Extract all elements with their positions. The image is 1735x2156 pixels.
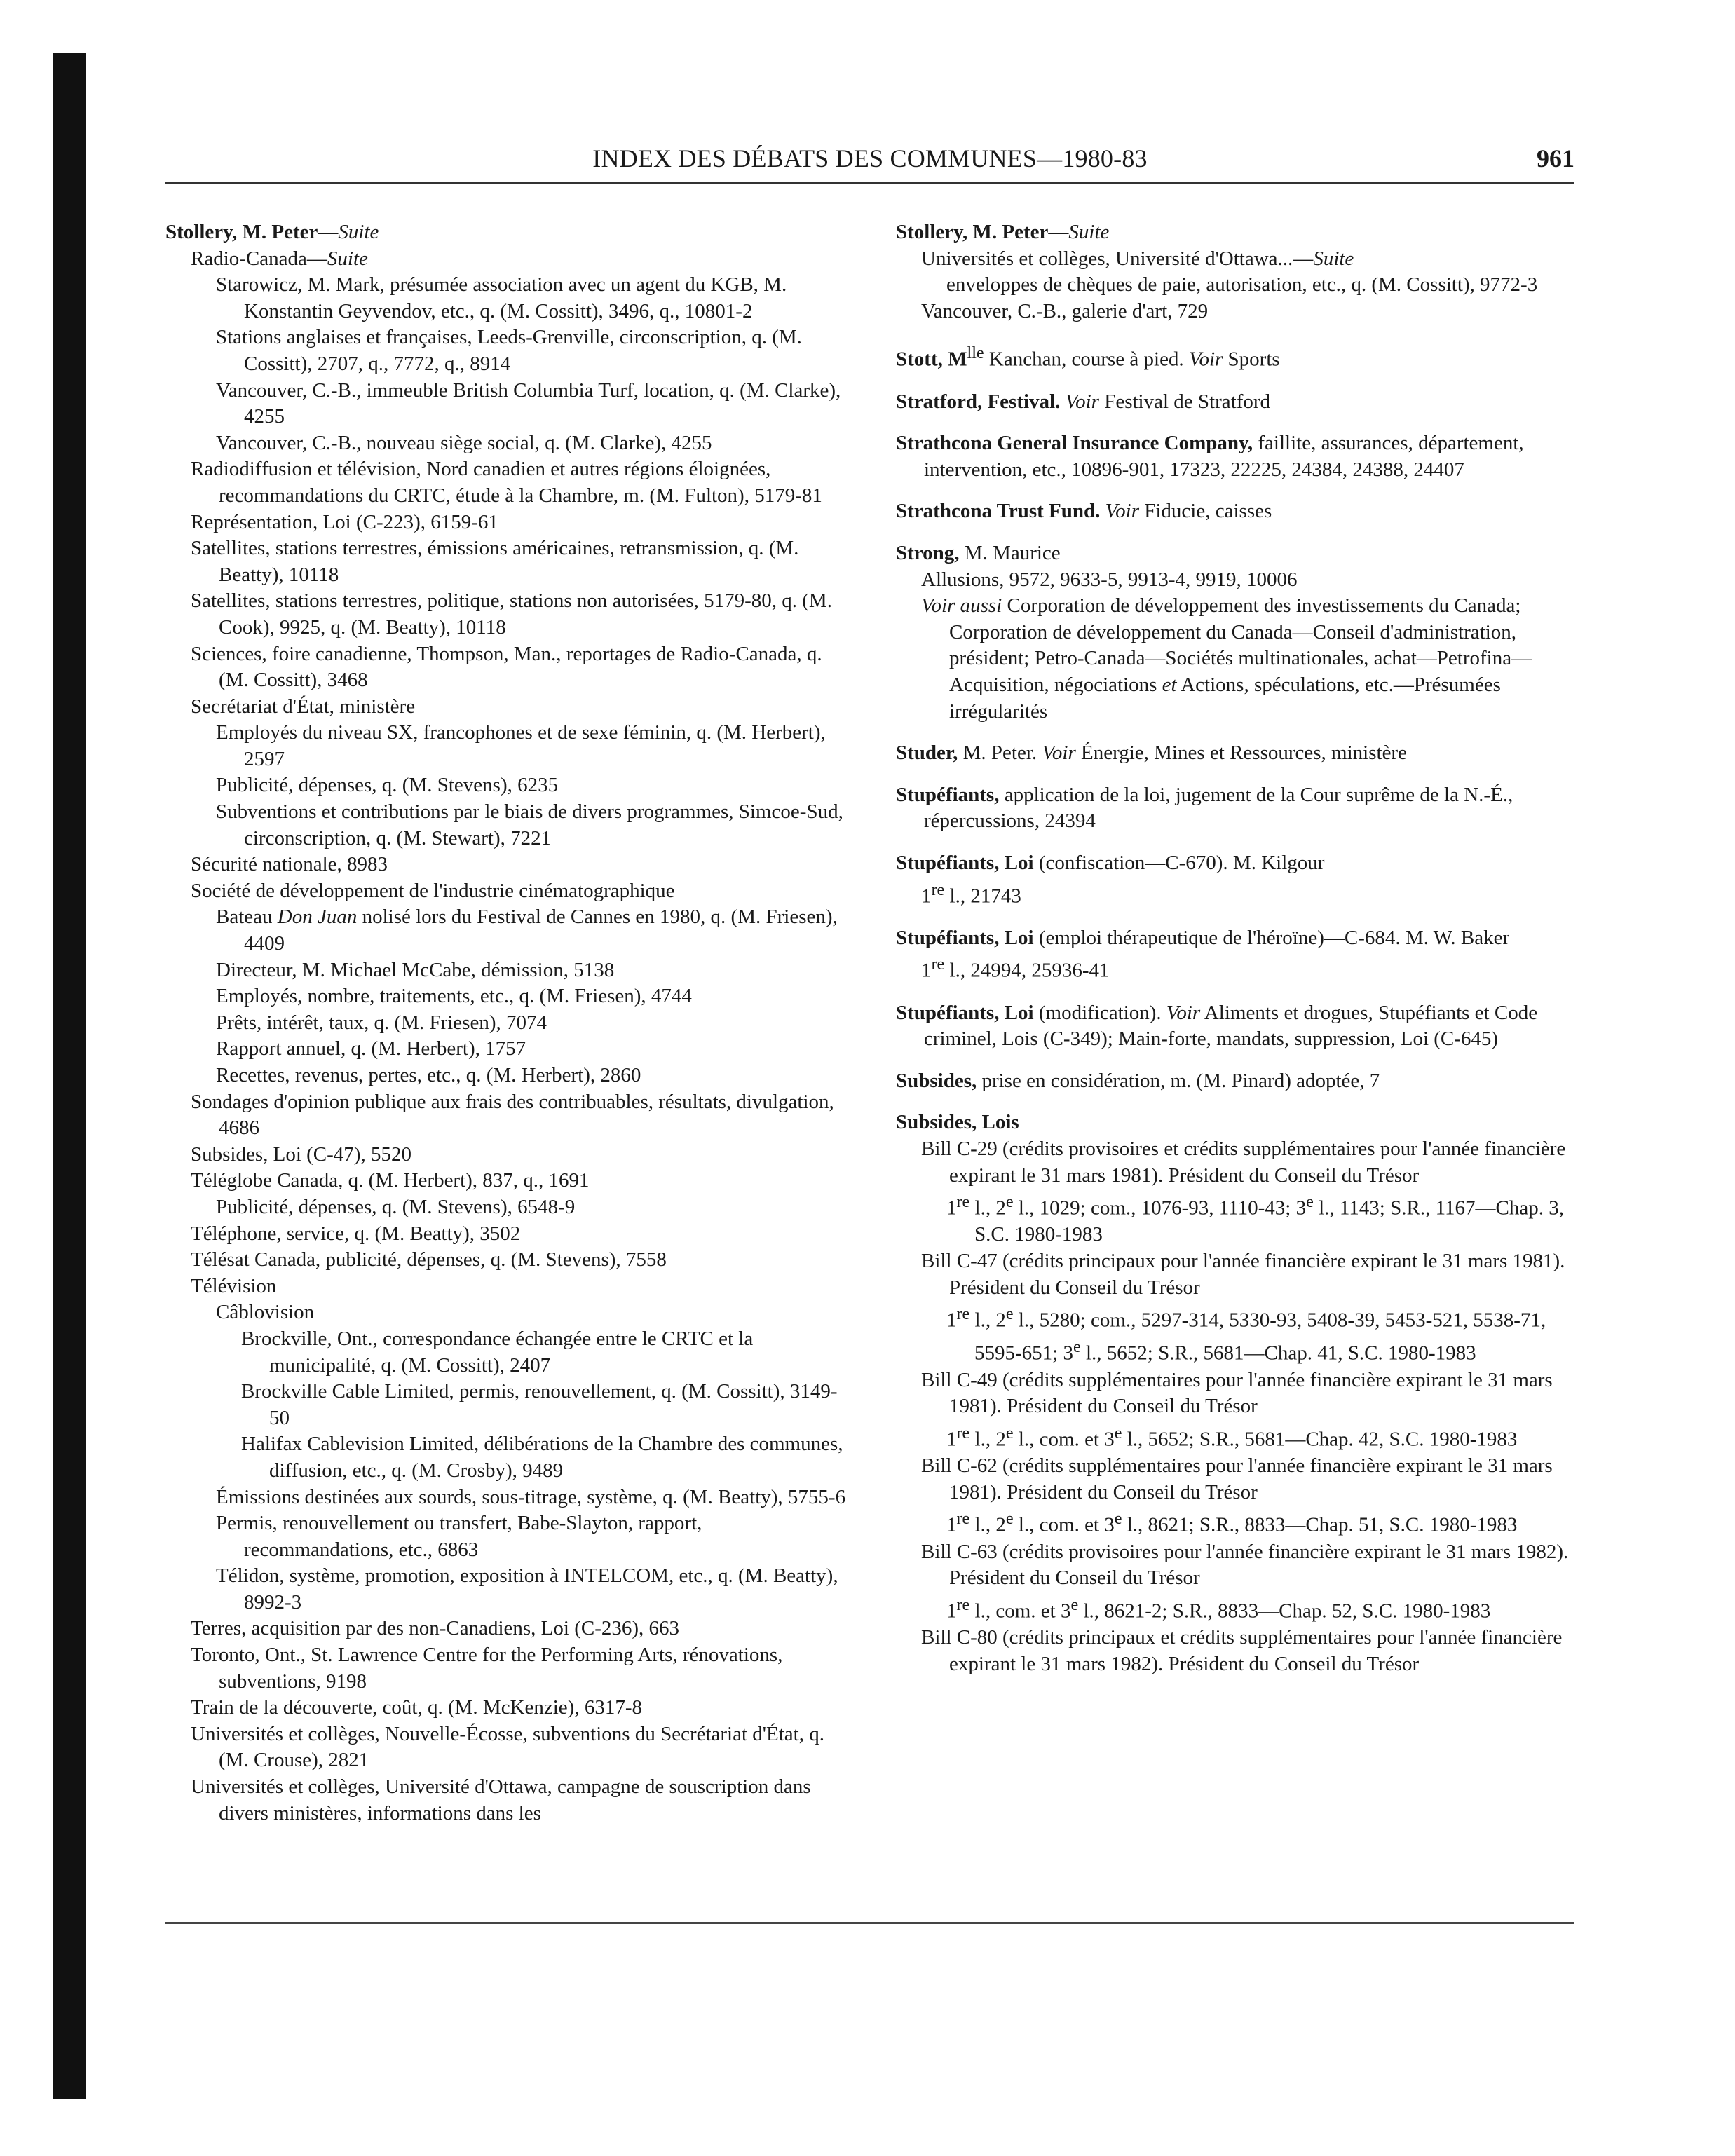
- index-subentry: [191, 1616, 856, 1642]
- entry-text: re: [931, 955, 945, 974]
- index-subentry: [921, 1453, 1590, 1506]
- entry-text: Radiodiffusion et télévision, Nord canadien et autres régions éloignées, recommandations du CRTC, étude à la Chambre, m. (M. Fulton), 5179-81: [191, 458, 822, 507]
- entry-text: l., 5652; S.R., 5681—Chap. 41, S.C. 1980-1983: [1080, 1342, 1476, 1365]
- entry-text: 1: [946, 1599, 957, 1623]
- header-rule: [165, 182, 1574, 184]
- index-subentry: [191, 694, 856, 721]
- index-subentry: [921, 1136, 1590, 1189]
- entry-text: Téléphone, service, q. (M. Beatty), 3502: [191, 1222, 521, 1245]
- index-subentry: [921, 1539, 1590, 1592]
- page-number: 961: [1537, 144, 1574, 172]
- entry-text: Télidon, système, promotion, exposition à INTELCOM, etc., q. (M. Beatty), 8992-3: [216, 1564, 838, 1613]
- entry-text: Starowicz, M. Mark, présumée association avec un agent du KGB, M. Konstantin Geyvendov, etc., q. (M. Cossitt), 3496, q., 10801-2: [216, 273, 787, 322]
- index-subentry: [191, 1642, 856, 1695]
- index-heading: [896, 925, 1590, 952]
- entry-text: lle: [967, 343, 984, 363]
- entry-text: Bateau: [216, 906, 278, 929]
- entry-text: Stollery, M. Peter: [896, 221, 1049, 243]
- entry-text: prise en considération, m. (M. Pinard) adoptée, 7: [977, 1069, 1380, 1092]
- entry-text: e: [1005, 1509, 1014, 1529]
- entry-text: (modification).: [1033, 1001, 1166, 1024]
- entry-text: Stupéfiants, Loi: [896, 851, 1034, 874]
- entry-text: Télésat Canada, publicité, dépenses, q. (M. Stevens), 7558: [191, 1248, 667, 1271]
- running-title: INDEX DES DÉBATS DES COMMUNES—1980-83: [592, 144, 1148, 172]
- entry-text: l., com. et 3: [969, 1599, 1071, 1623]
- entry-text: Employés du niveau SX, francophones et de sexe féminin, q. (M. Herbert), 2597: [216, 721, 826, 770]
- index-subentry: [216, 430, 856, 457]
- entry-text: re: [956, 1595, 970, 1614]
- index-column-left: [165, 219, 856, 1827]
- entry-text: faillite, assurances, département, intervention, etc., 10896-901, 17323, 22225, 24384, 24388, 24407: [924, 432, 1524, 481]
- entry-text: Strong,: [896, 542, 960, 564]
- index-subentry: [191, 641, 856, 694]
- entry-text: l., 2: [969, 1196, 1006, 1220]
- entry-text: Stations anglaises et françaises, Leeds-Grenville, circonscription, q. (M. Cossitt), 2707, q., 7772, q., 8914: [216, 326, 802, 375]
- index-subentry: [191, 1168, 856, 1194]
- entry-text: 1: [921, 960, 932, 983]
- entry-text: e: [1114, 1423, 1122, 1442]
- entry-text: Vancouver, C.-B., galerie d'art, 729: [921, 299, 1209, 322]
- index-subentry: [191, 1221, 856, 1248]
- index-heading: [896, 850, 1590, 877]
- index-subentry: [191, 1695, 856, 1721]
- entry-text: 1: [921, 885, 932, 908]
- index-subentry: [216, 720, 856, 772]
- index-subentry: [191, 1247, 856, 1274]
- index-heading: [896, 389, 1590, 416]
- entry-text: re: [956, 1423, 970, 1442]
- entry-text: Suite: [338, 221, 379, 243]
- index-heading: [896, 1110, 1590, 1136]
- entry-text: Don Juan: [277, 906, 358, 929]
- index-heading: [896, 219, 1590, 246]
- entry-text: l., 5652; S.R., 5681—Chap. 42, S.C. 1980-1983: [1122, 1428, 1518, 1451]
- entry-text: —: [318, 221, 339, 243]
- index-subentry: [921, 877, 1590, 910]
- index-subentry: [191, 535, 856, 588]
- entry-text: l., 2: [969, 1514, 1006, 1536]
- entry-text: Voir: [1065, 390, 1099, 413]
- index-subentry: [216, 1036, 856, 1063]
- index-heading: [896, 430, 1590, 483]
- entry-text: Bill C-49 (crédits supplémentaires pour l'année financière expirant le 31 mars 1981). Président du Conseil du Trésor: [921, 1368, 1553, 1418]
- entry-text: Téléglobe Canada, q. (M. Herbert), 837, q., 1691: [191, 1169, 590, 1192]
- entry-text: Bill C-47 (crédits principaux pour l'année financière expirant le 31 mars 1981). Président du Conseil du Trésor: [921, 1250, 1565, 1299]
- entry-text: Employés, nombre, traitements, etc., q. (M. Friesen), 4744: [216, 985, 692, 1008]
- entry-text: Halifax Cablevision Limited, délibérations de la Chambre des communes, diffusion, etc., q. (M. Crosby), 9489: [241, 1433, 843, 1482]
- entry-text: Fiducie, caisses: [1139, 500, 1272, 523]
- entry-text: l., 2: [969, 1309, 1006, 1332]
- entry-text: Train de la découverte, coût, q. (M. McKenzie), 6317-8: [191, 1696, 642, 1719]
- entry-text: e: [1070, 1595, 1079, 1614]
- index-subentry: [191, 878, 856, 905]
- entry-text: Sports: [1223, 348, 1280, 371]
- entry-text: Allusions, 9572, 9633-5, 9913-4, 9919, 10006: [921, 568, 1298, 591]
- index-subentry: [191, 1721, 856, 1774]
- index-subentry: [191, 456, 856, 509]
- index-heading: [165, 219, 856, 246]
- entry-text: Strathcona Trust Fund.: [896, 500, 1101, 523]
- entry-text: Subsides, Loi (C-47), 5520: [191, 1142, 411, 1166]
- entry-text: e: [1005, 1304, 1014, 1324]
- index-subentry: [216, 1563, 856, 1616]
- index-subentry: [191, 1142, 856, 1168]
- entry-text: Suite: [327, 247, 368, 270]
- entry-text: [1060, 390, 1065, 413]
- index-heading: [896, 782, 1590, 835]
- entry-text: Toronto, Ont., St. Lawrence Centre for the Performing Arts, rénovations, subventions, 9198: [191, 1644, 783, 1693]
- entry-text: Stollery, M. Peter: [165, 221, 318, 243]
- entry-text: Télévision: [191, 1274, 277, 1297]
- entry-text: Directeur, M. Michael McCabe, démission, 5138: [216, 958, 615, 981]
- index-subentry: [216, 1063, 856, 1089]
- entry-text: Terres, acquisition par des non-Canadiens, Loi (C-236), 663: [191, 1617, 680, 1640]
- entry-text: Stott, M: [896, 348, 967, 371]
- index-subentry: [191, 1774, 856, 1827]
- entry-text: Universités et collèges, Université d'Ottawa, campagne de souscription dans divers ministères, informations dans les: [191, 1775, 811, 1824]
- entry-text: Actions, spéculations, etc.—Présumées irrégularités: [949, 673, 1501, 723]
- index-subentry: [216, 325, 856, 377]
- entry-text: Voir: [1166, 1001, 1201, 1024]
- index-subentry: [241, 1326, 856, 1379]
- entry-text: Satellites, stations terrestres, émissions américaines, retransmission, q. (M. Beatty), 10118: [191, 537, 799, 586]
- entry-text: re: [956, 1509, 970, 1529]
- index-subentry: [946, 1420, 1590, 1453]
- index-subentry: [946, 1592, 1590, 1625]
- index-subentry: [216, 799, 856, 852]
- entry-text: —: [1048, 221, 1069, 243]
- index-subentry: [191, 1274, 856, 1300]
- entry-text: Radio-Canada—: [191, 247, 327, 270]
- index-heading: [896, 540, 1590, 567]
- index-subentry: [216, 904, 856, 957]
- entry-text: Recettes, revenus, pertes, etc., q. (M. Herbert), 2860: [216, 1064, 641, 1086]
- entry-text: e: [1005, 1423, 1014, 1442]
- entry-text: application de la loi, jugement de la Cour suprême de la N.-É., répercussions, 24394: [924, 783, 1513, 833]
- entry-text: Stupéfiants,: [896, 783, 1000, 806]
- entry-text: Câblovision: [216, 1301, 315, 1324]
- entry-text: Prêts, intérêt, taux, q. (M. Friesen), 7074: [216, 1011, 547, 1034]
- entry-text: 1: [946, 1514, 957, 1536]
- index-heading: [896, 1068, 1590, 1095]
- index-subentry: [921, 299, 1590, 325]
- entry-text: l., 1143; S.R., 1167—Chap. 3, S.C. 1980-1983: [974, 1196, 1564, 1246]
- index-subentry: [216, 378, 856, 430]
- entry-text: Rapport annuel, q. (M. Herbert), 1757: [216, 1037, 526, 1060]
- entry-text: Publicité, dépenses, q. (M. Stevens), 6235: [216, 774, 559, 797]
- entry-text: (emploi thérapeutique de l'héroïne)—C-684. M. W. Baker: [1033, 926, 1510, 949]
- entry-text: Publicité, dépenses, q. (M. Stevens), 6548-9: [216, 1195, 576, 1218]
- index-heading: [896, 498, 1590, 525]
- entry-text: re: [956, 1304, 970, 1324]
- index-subentry: [946, 272, 1590, 299]
- page-header: [165, 144, 1574, 182]
- entry-text: e: [1114, 1509, 1122, 1529]
- index-column-right: [896, 219, 1590, 1677]
- scan-edge: [53, 53, 86, 2099]
- index-subentry: [241, 1379, 856, 1431]
- entry-text: 1: [946, 1428, 957, 1451]
- entry-text: Sondages d'opinion publique aux frais des contribuables, résultats, divulgation, 4686: [191, 1090, 834, 1140]
- entry-text: Subsides,: [896, 1069, 977, 1092]
- entry-text: Émissions destinées aux sourds, sous-titrage, système, q. (M. Beatty), 5755-6: [216, 1485, 846, 1508]
- index-subentry: [216, 272, 856, 325]
- index-subentry: [241, 1431, 856, 1484]
- index-subentry: [921, 951, 1590, 984]
- entry-text: (confiscation—C-670). M. Kilgour: [1033, 851, 1325, 874]
- entry-text: Stratford, Festival.: [896, 390, 1061, 413]
- entry-text: l., 5280; com., 5297-314, 5330-93, 5408-39, 5453-521, 5538-71, 5595-651; 3: [974, 1309, 1546, 1365]
- entry-text: e: [1073, 1337, 1081, 1357]
- index-subentry: [216, 1299, 856, 1326]
- entry-text: Bill C-29 (crédits provisoires et crédits supplémentaires pour l'année financière expirant le 31 mars 1981). Président du Conseil du Trésor: [921, 1138, 1566, 1187]
- index-subentry: [216, 1010, 856, 1037]
- entry-text: Strathcona General Insurance Company,: [896, 432, 1253, 455]
- index-subentry: [946, 1301, 1590, 1367]
- entry-text: Studer,: [896, 742, 958, 765]
- entry-text: Universités et collèges, Nouvelle-Écosse, subventions du Secrétariat d'État, q. (M. Crouse), 2821: [191, 1722, 824, 1772]
- entry-text: Voir aussi: [921, 594, 1002, 618]
- index-subentry: [216, 957, 856, 984]
- entry-text: Représentation, Loi (C-223), 6159-61: [191, 510, 498, 533]
- index-subentry: [216, 983, 856, 1010]
- index-subentry: [921, 593, 1590, 725]
- index-subentry: [191, 246, 856, 273]
- index-subentry: [191, 510, 856, 536]
- entry-text: l., 8621; S.R., 8833—Chap. 51, S.C. 1980-1983: [1122, 1514, 1518, 1536]
- index-subentry: [921, 246, 1590, 273]
- entry-text: 1: [946, 1196, 957, 1220]
- entry-text: Bill C-80 (crédits principaux et crédits supplémentaires pour l'année financière expirant le 31 mars 1982). Président du Conseil du Trésor: [921, 1626, 1563, 1675]
- entry-text: Secrétariat d'État, ministère: [191, 695, 416, 718]
- index-subentry: [921, 1248, 1590, 1301]
- entry-text: Bill C-63 (crédits provisoires pour l'année financière expirant le 31 mars 1982). Président du Conseil du Trésor: [921, 1540, 1569, 1590]
- entry-text: Suite: [1068, 221, 1110, 243]
- entry-text: 1: [946, 1309, 957, 1332]
- entry-text: Sécurité nationale, 8983: [191, 853, 388, 876]
- entry-text: Stupéfiants, Loi: [896, 926, 1034, 949]
- entry-text: Stupéfiants, Loi: [896, 1001, 1034, 1024]
- entry-text: re: [956, 1192, 970, 1212]
- index-subentry: [216, 1485, 856, 1511]
- entry-text: Bill C-62 (crédits supplémentaires pour l'année financière expirant le 31 mars 1981). Président du Conseil du Trésor: [921, 1454, 1553, 1503]
- entry-text: Société de développement de l'industrie cinématographique: [191, 879, 675, 902]
- index-subentry: [921, 1367, 1590, 1420]
- entry-text: Permis, renouvellement ou transfert, Babe-Slayton, rapport, recommandations, etc., 6863: [216, 1512, 702, 1561]
- index-subentry: [921, 567, 1590, 594]
- index-subentry: [216, 1510, 856, 1563]
- entry-text: l., com. et 3: [1013, 1514, 1115, 1536]
- entry-text: Voir: [1042, 742, 1076, 765]
- entry-text: l., 21743: [944, 885, 1021, 908]
- entry-text: Brockville Cable Limited, permis, renouvellement, q. (M. Cossitt), 3149-50: [241, 1380, 838, 1429]
- index-heading: [896, 1000, 1590, 1053]
- entry-text: nolisé lors du Festival de Cannes en 1980, q. (M. Friesen), 4409: [244, 906, 838, 955]
- index-heading: [896, 340, 1590, 373]
- entry-text: Voir: [1105, 500, 1139, 523]
- entry-text: Suite: [1313, 247, 1354, 270]
- entry-text: enveloppes de chèques de paie, autorisation, etc., q. (M. Cossitt), 9772-3: [946, 273, 1538, 296]
- entry-text: l., 8621-2; S.R., 8833—Chap. 52, S.C. 1980-1983: [1078, 1599, 1491, 1623]
- entry-text: Vancouver, C.-B., nouveau siège social, q. (M. Clarke), 4255: [216, 431, 712, 454]
- entry-text: Sciences, foire canadienne, Thompson, Man., reportages de Radio-Canada, q. (M. Cossitt), 3468: [191, 642, 822, 692]
- entry-text: Subventions et contributions par le biais de divers programmes, Simcoe-Sud, circonscription, q. (M. Stewart), 7221: [216, 800, 843, 850]
- index-subentry: [191, 852, 856, 878]
- entry-text: Festival de Stratford: [1098, 390, 1271, 413]
- entry-text: l., 2: [969, 1428, 1006, 1451]
- entry-text: l., com. et 3: [1013, 1428, 1115, 1451]
- index-subentry: [921, 1625, 1590, 1677]
- index-subentry: [216, 772, 856, 799]
- index-heading: [896, 740, 1590, 767]
- entry-text: re: [931, 880, 945, 899]
- entry-text: M. Maurice: [959, 542, 1061, 564]
- index-subentry: [191, 588, 856, 641]
- entry-text: et: [1162, 673, 1177, 696]
- footer-rule: [165, 1922, 1574, 1924]
- entry-text: Satellites, stations terrestres, politique, stations non autorisées, 5179-80, q. (M. Cook), 9925, q. (M. Beatty), 10118: [191, 589, 832, 639]
- entry-text: Énergie, Mines et Ressources, ministère: [1075, 742, 1407, 765]
- entry-text: M. Peter.: [958, 742, 1042, 765]
- index-subentry: [946, 1506, 1590, 1538]
- index-subentry: [216, 1194, 856, 1221]
- entry-text: e: [1306, 1192, 1314, 1212]
- entry-text: Brockville, Ont., correspondance échangée entre le CRTC et la municipalité, q. (M. Cossitt), 2407: [241, 1327, 754, 1377]
- entry-text: [1100, 500, 1105, 522]
- entry-text: Kanchan, course à pied.: [984, 348, 1189, 371]
- entry-text: Aliments et drogues, Stupéfiants et Code criminel, Lois (C-349); Main-forte, mandats, suppression, Loi (C-645): [924, 1001, 1538, 1051]
- entry-text: Corporation de développement des investissements du Canada; Corporation de développement du Canada—Conseil d'administration, président; Petro-Canada—Sociétés multinationales, achat—Petrofina—Acquisition, négociations: [949, 594, 1532, 696]
- index-subentry: [946, 1189, 1590, 1248]
- entry-text: l., 24994, 25936-41: [944, 960, 1110, 983]
- entry-text: Universités et collèges, Université d'Ottawa...—: [921, 247, 1314, 270]
- index-subentry: [191, 1089, 856, 1142]
- entry-text: Vancouver, C.-B., immeuble British Columbia Turf, location, q. (M. Clarke), 4255: [216, 378, 841, 428]
- entry-text: e: [1005, 1192, 1014, 1212]
- entry-text: Subsides, Lois: [896, 1111, 1019, 1134]
- entry-text: l., 1029; com., 1076-93, 1110-43; 3: [1013, 1196, 1307, 1220]
- entry-text: Voir: [1188, 348, 1223, 371]
